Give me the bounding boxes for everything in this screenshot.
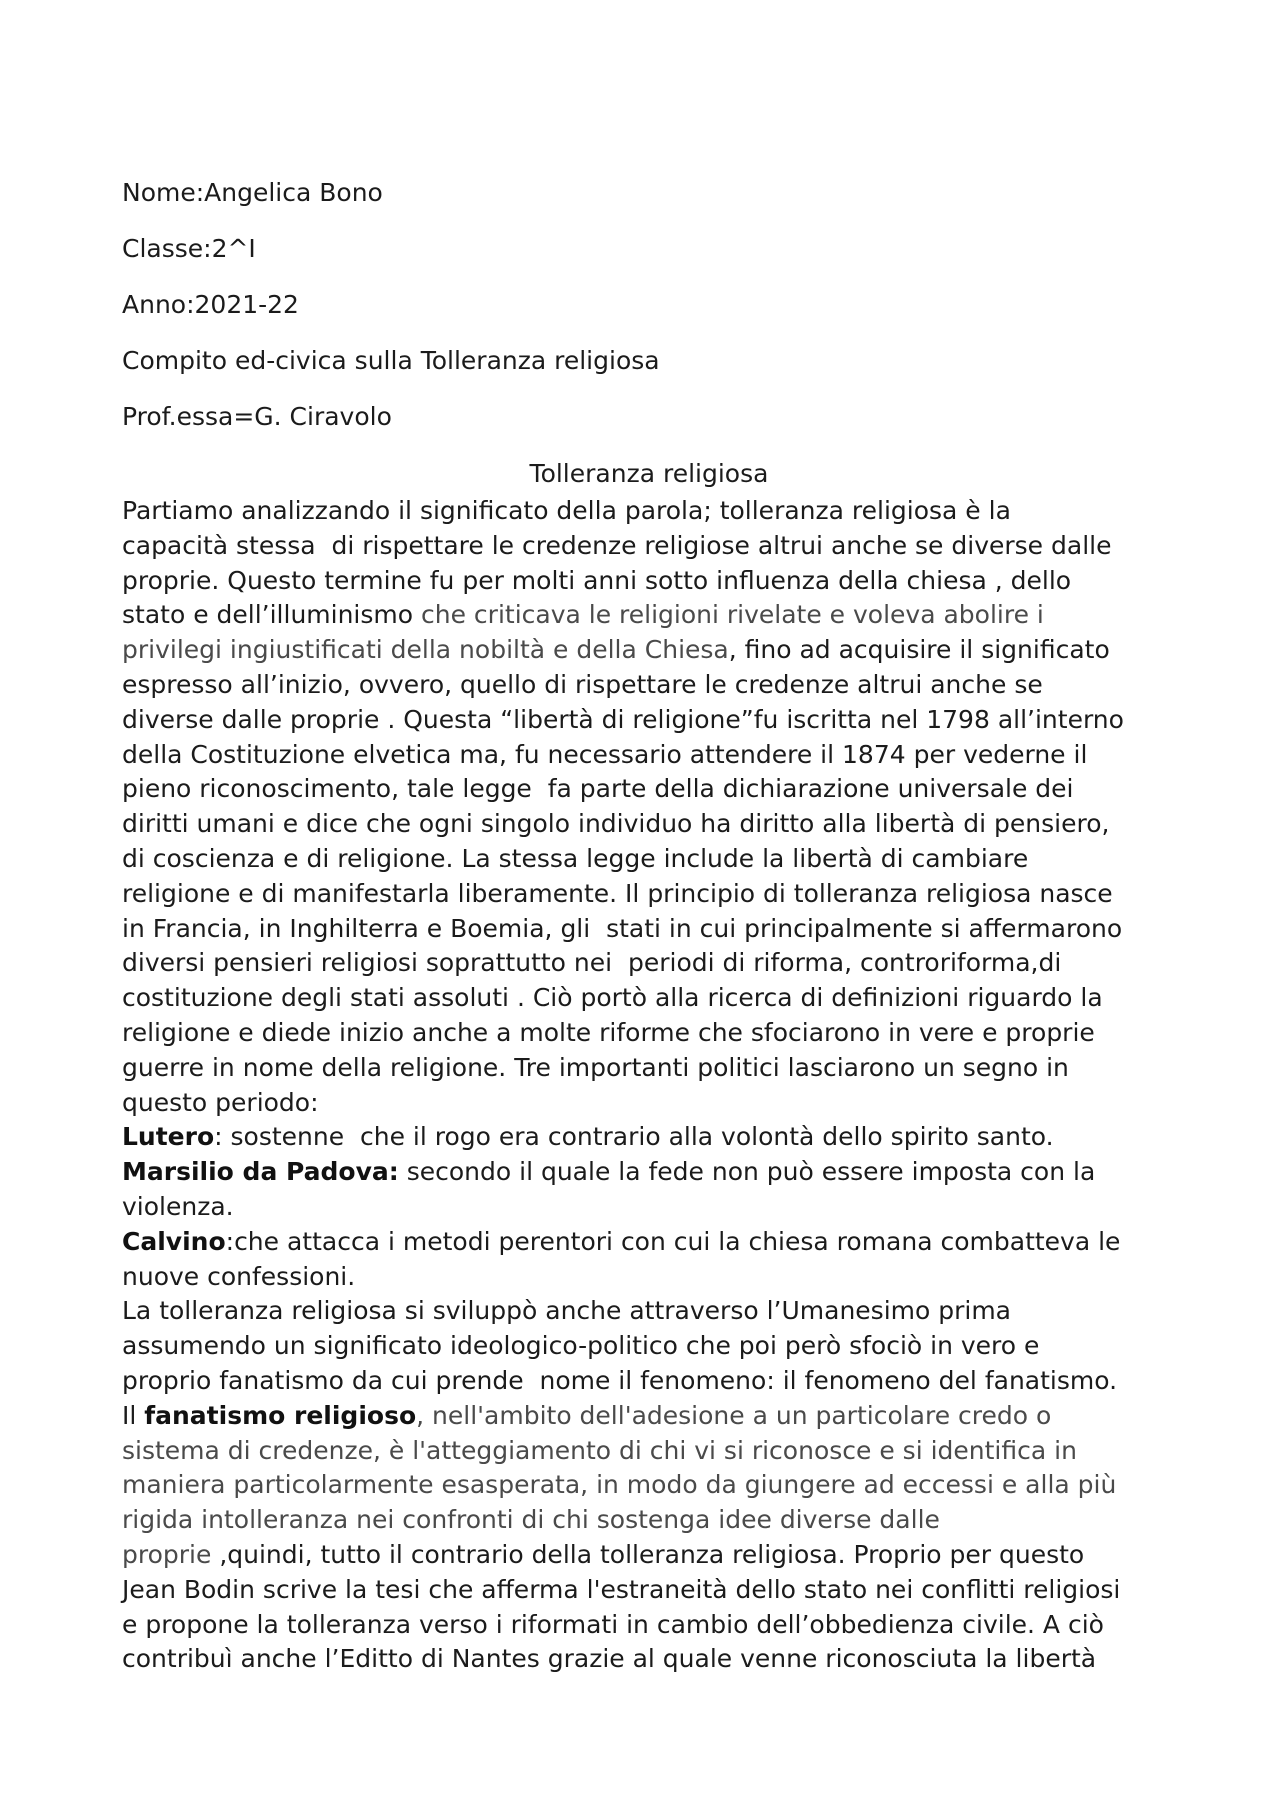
bold-term-calvino: Calvino: [122, 1226, 226, 1256]
text-line: Jean Bodin scrive la tesi che afferma l'estraneità dello stato nei conflitti religiosi: [122, 1574, 1121, 1604]
text-line: diritti umani e dice che ogni singolo individuo ha diritto alla libertà di pensiero,: [122, 809, 1110, 839]
text-line: questo periodo:: [122, 1087, 319, 1117]
document-body: [122, 494, 1192, 1677]
text-span: Il: [122, 1400, 145, 1430]
text-line: rigida intolleranza nei confronti di chi sostenga idee diverse dalle: [122, 1505, 940, 1535]
text-line: di coscienza e di religione. La stessa legge include la libertà di cambiare: [122, 843, 1029, 873]
text-line: e propone la tolleranza verso i riformati in cambio dell’obbedienza civile. A ciò: [122, 1609, 1104, 1639]
text-line: diversi pensieri religiosi soprattutto nei periodi di riforma, controriforma,di: [122, 948, 1062, 978]
text-span: , fino ad acquisire il significato: [728, 635, 1110, 665]
bold-term-marsilio: Marsilio da Padova:: [122, 1157, 399, 1187]
quoted-text-span: proprie: [122, 1539, 212, 1569]
text-line: [122, 633, 1192, 668]
text-line: violenza.: [122, 1191, 234, 1221]
text-line: proprie. Questo termine fu per molti anni sotto influenza della chiesa , dello: [122, 565, 1072, 595]
quoted-text-span: che criticava le religioni rivelate e voleva abolire i: [421, 600, 1044, 630]
class-label: Classe:2^I: [122, 234, 256, 263]
quoted-text-span: , nell'ambito dell'adesione a un particolare credo o: [416, 1400, 1052, 1430]
text-line: [122, 1538, 1192, 1573]
text-span: stato e dell’illuminismo: [122, 600, 421, 630]
text-line: espresso all’inizio, ovvero, quello di rispettare le credenze altrui anche se: [122, 669, 1043, 699]
text-line: maniera particolarmente esasperata, in modo da giungere ad eccessi e alla più: [122, 1470, 1117, 1500]
text-line: contribuì anche l’Editto di Nantes grazie al quale venne riconosciuta la libertà: [122, 1644, 1097, 1674]
text-line: assumendo un significato ideologico-politico che poi però sfociò in vero e: [122, 1331, 1040, 1361]
text-span: secondo il quale la fede non può essere imposta con la: [398, 1157, 1096, 1187]
text-line: costituzione degli stati assoluti . Ciò portò alla ricerca di definizioni riguardo la: [122, 983, 1103, 1013]
text-line: [122, 1399, 1192, 1434]
text-line: capacità stessa di rispettare le credenze religiose altrui anche se diverse dalle: [122, 530, 1112, 560]
text-span: :che attacca i metodi perentori con cui la chiesa romana combatteva le: [225, 1226, 1121, 1256]
text-line: [122, 1120, 1192, 1155]
text-line: della Costituzione elvetica ma, fu necessario attendere il 1874 per vederne il: [122, 739, 1088, 769]
text-line: religione e diede inizio anche a molte riforme che sfociarono in vere e proprie: [122, 1017, 1095, 1047]
assignment-subject: Compito ed-civica sulla Tolleranza religiosa: [122, 346, 660, 375]
text-line: La tolleranza religiosa si sviluppò anche attraverso l’Umanesimo prima: [122, 1296, 1012, 1326]
teacher-name: Prof.essa=G. Ciravolo: [122, 402, 392, 431]
quoted-text-span: privilegi ingiustificati della nobiltà e della Chiesa: [122, 635, 729, 665]
text-line: [122, 1155, 1192, 1190]
text-line: [122, 598, 1192, 633]
student-name: Nome:Angelica Bono: [122, 178, 383, 207]
text-line: in Francia, in Inghilterra e Boemia, gli stati in cui principalmente si affermarono: [122, 913, 1123, 943]
text-line: proprio fanatismo da cui prende nome il fenomeno: il fenomeno del fanatismo.: [122, 1365, 1118, 1395]
bold-term-lutero: Lutero: [122, 1122, 215, 1152]
text-line: pieno riconoscimento, tale legge fa parte della dichiarazione universale dei: [122, 774, 1074, 804]
text-line: [122, 1225, 1192, 1260]
text-span: : sostenne che il rogo era contrario alla volontà dello spirito santo.: [214, 1122, 1054, 1152]
text-line: diverse dalle proprie . Questa “libertà di religione”fu iscritta nel 1798 all’interno: [122, 704, 1124, 734]
text-span: ,quindi, tutto il contrario della tolleranza religiosa. Proprio per questo: [211, 1539, 1085, 1569]
text-line: religione e di manifestarla liberamente. Il principio di tolleranza religiosa nasce: [122, 878, 1113, 908]
text-line: Partiamo analizzando il significato della parola; tolleranza religiosa è la: [122, 496, 1011, 525]
school-year: Anno:2021-22: [122, 290, 299, 319]
document-title: Tolleranza religiosa: [529, 459, 769, 488]
text-line: sistema di credenze, è l'atteggiamento di chi vi si riconosce e si identifica in: [122, 1435, 1077, 1465]
bold-term-fanatismo: fanatismo religioso: [144, 1400, 417, 1430]
text-line: nuove confessioni.: [122, 1261, 356, 1291]
text-line: guerre in nome della religione. Tre importanti politici lasciarono un segno in: [122, 1052, 1069, 1082]
